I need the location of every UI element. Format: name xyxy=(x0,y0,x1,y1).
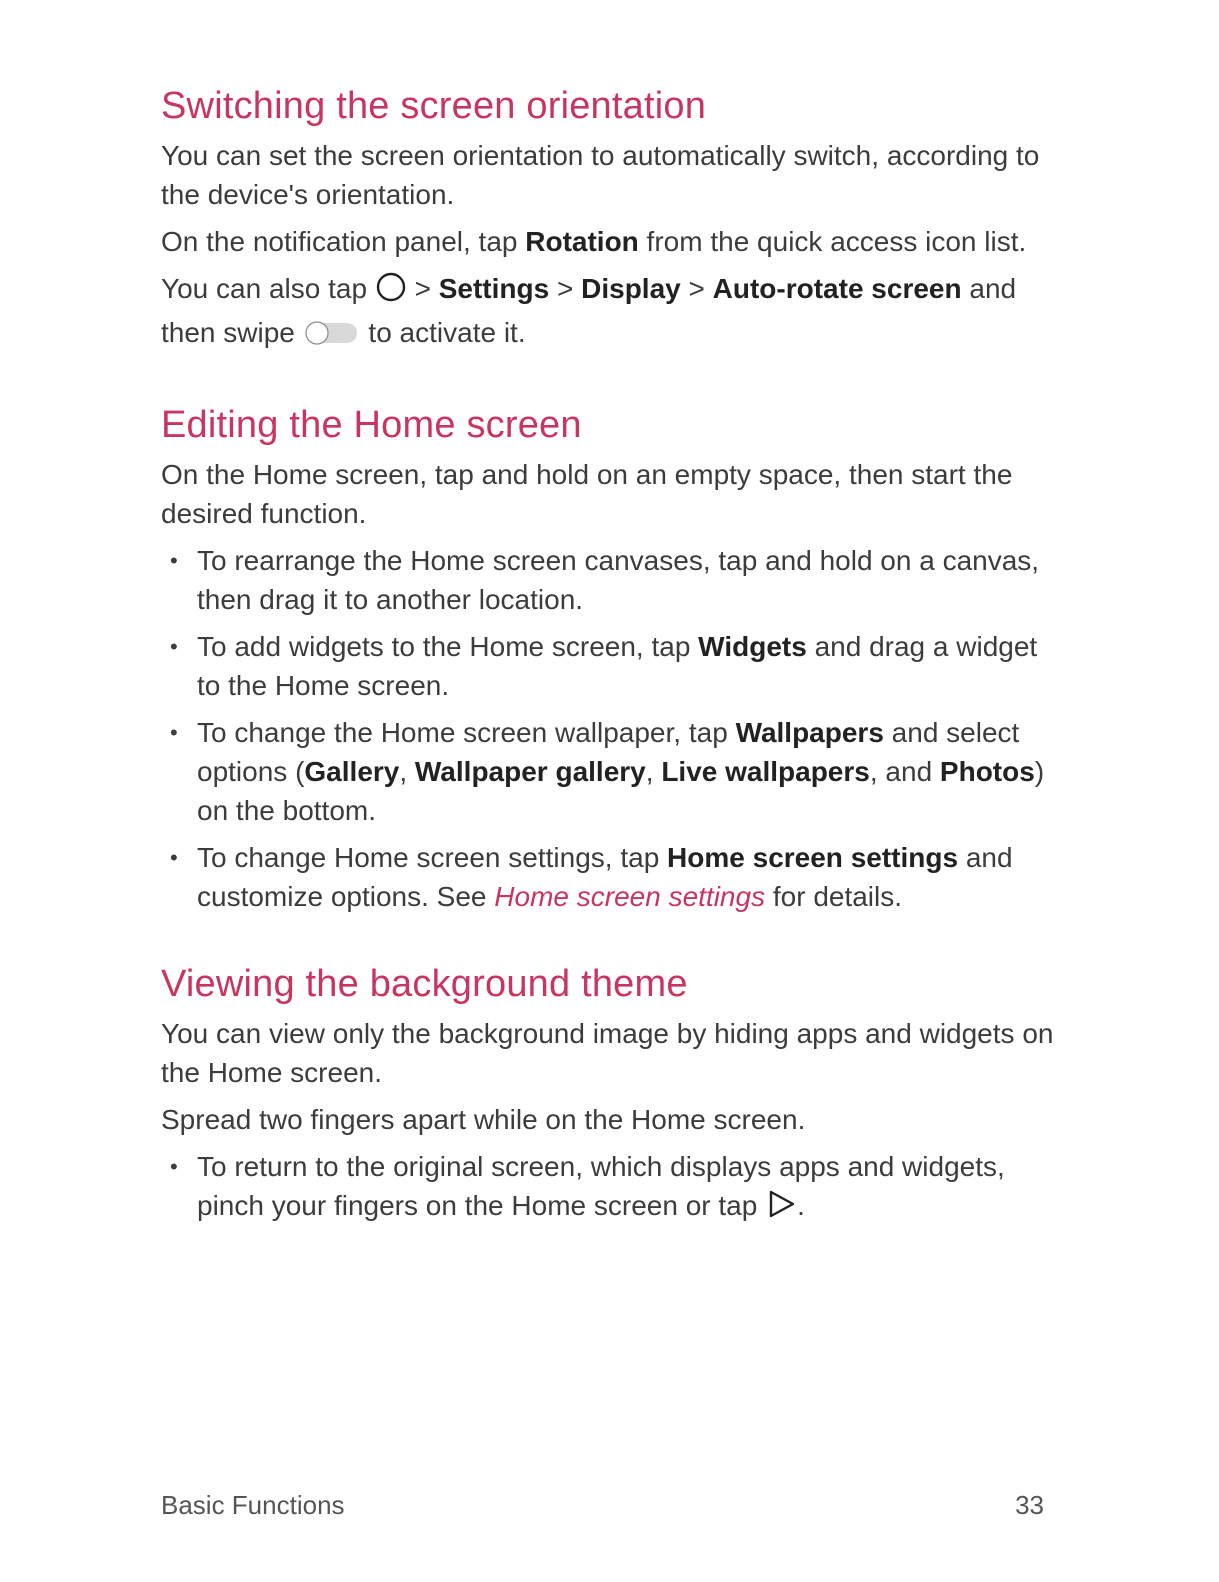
link-home-screen-settings[interactable]: Home screen settings xyxy=(494,881,766,912)
play-triangle-icon xyxy=(765,1188,797,1230)
paragraph-editing-intro: On the Home screen, tap and hold on an empty space, then start the desired function. xyxy=(161,459,1013,529)
text-segment: and select options ( xyxy=(197,717,1020,787)
bullet-list-background xyxy=(161,1147,1061,1230)
text-segment: > xyxy=(406,273,439,304)
bold-settings: Settings xyxy=(438,273,550,304)
text-segment: > xyxy=(680,273,713,304)
bullet-marker: • xyxy=(170,1154,178,1179)
bullet-marker: • xyxy=(170,845,178,870)
list-item xyxy=(161,838,1061,916)
text-segment: To rearrange the Home screen canvases, tap and hold on a canvas, then drag it to another location. xyxy=(197,545,1040,615)
bold-gallery: Gallery xyxy=(304,756,400,787)
paragraph-orientation-intro: You can set the screen orientation to automatically switch, according to the device's orientation. xyxy=(161,140,1040,210)
section-screen-orientation xyxy=(161,80,1061,357)
paragraph-spread-fingers: Spread two fingers apart while on the Home screen. xyxy=(161,1104,806,1135)
heading-viewing-background-theme: Viewing the background theme xyxy=(161,963,688,1005)
text-segment: . xyxy=(797,1190,805,1221)
bullet-marker: • xyxy=(170,548,178,573)
bold-wallpapers: Wallpapers xyxy=(735,717,884,748)
text-segment: To add widgets to the Home screen, tap xyxy=(197,631,699,662)
heading-editing-home-screen: Editing the Home screen xyxy=(161,404,582,446)
text-segment: To return to the original screen, which displays apps and widgets, pinch your fingers on the Home screen or tap xyxy=(197,1151,1005,1221)
paragraph-rotation-tap xyxy=(161,222,1061,261)
bold-rotation: Rotation xyxy=(525,226,639,257)
page-content xyxy=(161,80,1061,1230)
footer-page-number: 33 xyxy=(1015,1490,1044,1520)
text-segment: and customize options. See xyxy=(197,842,1013,912)
text-segment: On the notification panel, tap xyxy=(161,226,526,257)
text-segment: ) on the bottom. xyxy=(197,756,1045,826)
bullet-marker: • xyxy=(170,634,178,659)
text-segment: To change Home screen settings, tap xyxy=(197,842,668,873)
footer-section-name: Basic Functions xyxy=(161,1490,345,1520)
toggle-switch-icon xyxy=(303,318,361,357)
text-segment: > xyxy=(549,273,582,304)
bullet-marker: • xyxy=(170,720,178,745)
text-segment: for details. xyxy=(765,881,903,912)
bold-widgets: Widgets xyxy=(698,631,807,662)
bold-photos: Photos xyxy=(939,756,1035,787)
list-item xyxy=(161,541,1061,619)
section-editing-home-screen xyxy=(161,399,1061,916)
text-segment: and drag a widget to the Home screen. xyxy=(197,631,1038,701)
bold-wallpaper-gallery: Wallpaper gallery xyxy=(414,756,646,787)
text-segment: from the quick access icon list. xyxy=(638,226,1027,257)
paragraph-background-intro: You can view only the background image by hiding apps and widgets on the Home screen. xyxy=(161,1018,1054,1088)
text-segment: , xyxy=(399,756,415,787)
bold-home-screen-settings: Home screen settings xyxy=(667,842,959,873)
bold-display: Display xyxy=(581,273,681,304)
section-background-theme xyxy=(161,958,1061,1230)
list-item xyxy=(161,713,1061,830)
text-segment: and then swipe xyxy=(161,273,1017,348)
bullet-list-editing xyxy=(161,541,1061,916)
text-segment: You can also tap xyxy=(161,273,375,304)
paragraph-auto-rotate-path xyxy=(161,269,1061,357)
bold-live-wallpapers: Live wallpapers xyxy=(661,756,870,787)
text-segment: to activate it. xyxy=(360,317,526,348)
heading-switching-screen-orientation: Switching the screen orientation xyxy=(161,85,707,127)
list-item xyxy=(161,627,1061,705)
home-circle-icon xyxy=(375,271,407,313)
list-item xyxy=(161,1147,1061,1230)
bold-auto-rotate-screen: Auto-rotate screen xyxy=(712,273,962,304)
text-segment: To change the Home screen wallpaper, tap xyxy=(197,717,736,748)
text-segment: , and xyxy=(869,756,940,787)
text-segment: , xyxy=(645,756,662,787)
